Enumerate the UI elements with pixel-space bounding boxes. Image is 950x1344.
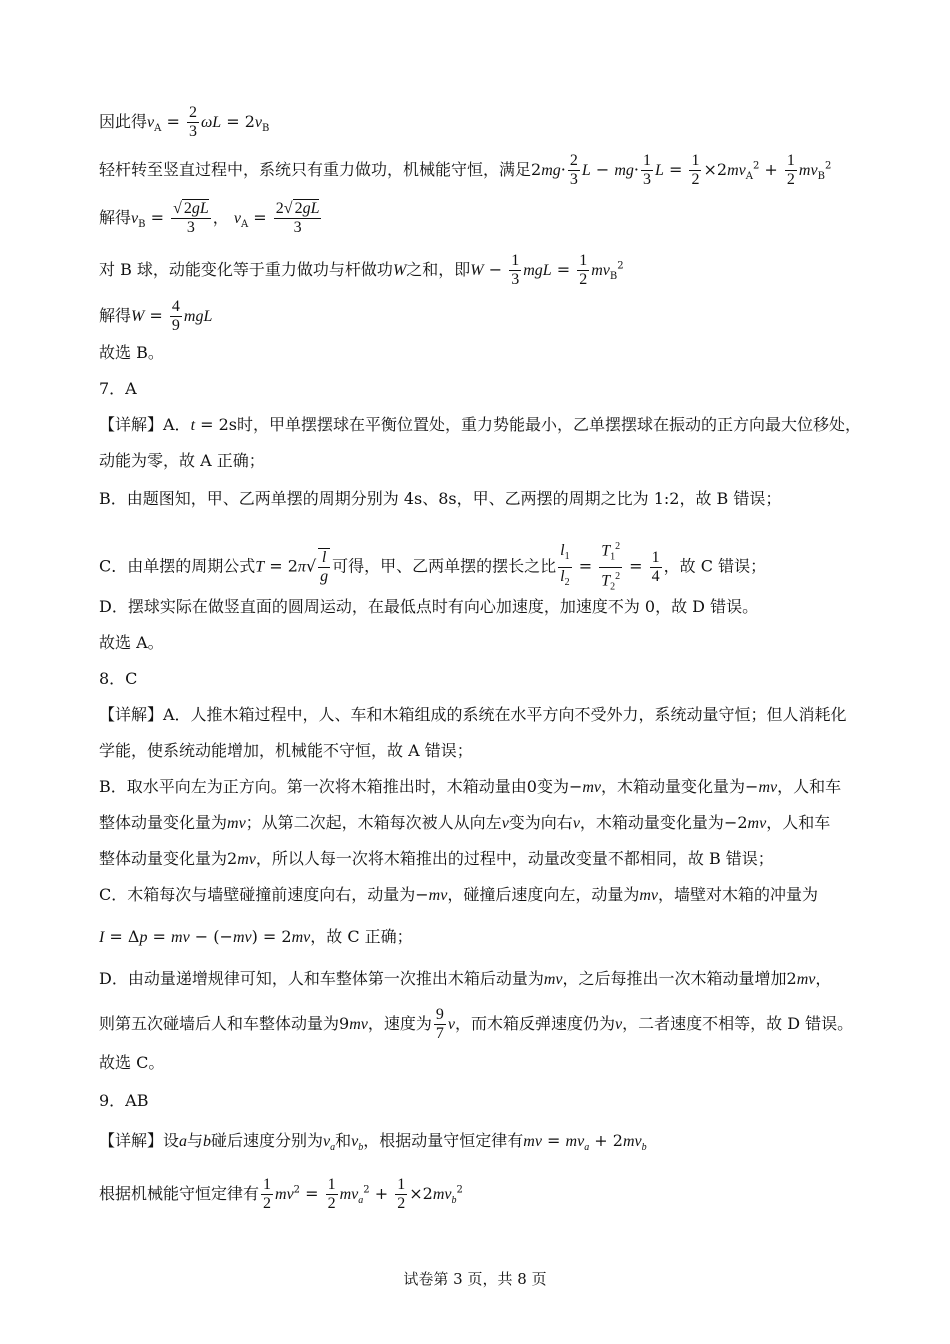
line-4: 对 B 球，动能变化等于重力做功与杆做功W之和，即W − $\frac{1}{3}$ mgL = $\frac{1}{2}$ $mv_B^2$ bbox=[99, 252, 624, 288]
line-15: 【详解】A．人推木箱过程中，人、车和木箱组成的系统在水平方向不受外力，系统动量守恒；但人消耗化 bbox=[99, 705, 847, 724]
line-19: 整体动量变化量为2mv，所以人每一次将木箱推出的过程中，动量改变量不都相同，故 B 错误； bbox=[99, 849, 774, 868]
line-24: 故选 C。 bbox=[99, 1053, 165, 1072]
line-9: 动能为零，故 A 正确； bbox=[99, 451, 265, 470]
page-footer: 试卷第 3 页，共 8 页 bbox=[403, 1270, 547, 1288]
line-1: 因此得$v_A$ = $\frac{2}{3}$ $\omega L = 2v_B$ bbox=[99, 104, 270, 140]
line-22: D．由动量递增规律可知，人和车整体第一次推出木箱后动量为mv，之后每推出一次木箱动量增加2mv， bbox=[99, 969, 832, 988]
line-10: B．由题图知，甲、乙两单摆的周期分别为 4s、8s，甲、乙两摆的周期之比为 1:2，故 B 错误； bbox=[99, 489, 782, 508]
line-8: 【详解】A．t = 2s时，甲单摆摆球在平衡位置处，重力势能最小，乙单摆摆球在振动的正方向最大位移处， bbox=[99, 415, 861, 434]
line-6: 故选 B。 bbox=[99, 343, 164, 362]
line-25: 9．AB bbox=[99, 1091, 149, 1110]
line-20: C．木箱每次与墙壁碰撞前速度向右，动量为−mv，碰撞后速度向左，动量为mv，墙壁对木箱的冲量为 bbox=[99, 885, 818, 904]
line-23: 则第五次碰墙后人和车整体动量为9mv，速度为 $\frac{9}{7}$ v，而木箱反弹速度仍为v，二者速度不相等，故 D 错误。 bbox=[99, 1006, 854, 1042]
line-5: 解得W = $\frac{4}{9}$ mgL bbox=[99, 298, 213, 334]
line-17: B．取水平向左为正方向。第一次将木箱推出时，木箱动量由0变为−mv，木箱动量变化量为−mv，人和车 bbox=[99, 777, 842, 796]
line-21: I = Δp = mv − (−mv) = 2mv，故 C 正确； bbox=[99, 927, 413, 946]
line-13: 故选 A。 bbox=[99, 633, 164, 652]
line-7: 7．A bbox=[99, 379, 137, 398]
line-18: 整体动量变化量为mv；从第二次起，木箱每次被人从向左v变为向右v，木箱动量变化量为−2mv，人和车 bbox=[99, 813, 831, 832]
line-2: 轻杆转至竖直过程中，系统只有重力做功，机械能守恒，满足2mg· $\frac{2}{3}$ L − mg· $\frac{1}{3}$ L = $\frac{1}{2}$ $\times 2mv_A^2$ + $\frac{1}{2}$ $mv_B^2$ bbox=[99, 152, 832, 188]
line-12: D．摆球实际在做竖直面的圆周运动，在最低点时有向心加速度，加速度不为 0，故 D 错误。 bbox=[99, 597, 759, 616]
fraction: $\frac{2}{3}$ bbox=[188, 104, 197, 140]
line-14: 8．C bbox=[99, 669, 138, 688]
line-11: C．由单摆的周期公式T = 2π√ $\frac{l}{g}$ 可得，甲、乙两单摆的摆长之比 $\frac{l_1}{l_2}$ = $\frac{T_1^2}{T_2^2}$ = $\frac{1}{4}$ ，故 C 错误； bbox=[99, 538, 766, 596]
line-16: 学能，使系统动能增加，机械能不守恒，故 A 错误； bbox=[99, 741, 473, 760]
line-27: 根据机械能守恒定律有 $\frac{1}{2}$ $mv^2$ = $\frac{1}{2}$ $mv_a^2$ + $\frac{1}{2}$ $\times 2mv_b^2$ bbox=[99, 1176, 463, 1212]
line-26: 【详解】设a与b碰后速度分别为$v_a$和$v_b$，根据动量守恒定律有mv = $mv_a + 2mv_b$ bbox=[99, 1131, 647, 1154]
line-3: 解得$v_B$ = $\frac{√ 2gL}{3}$ ， $v_A$ = $\frac{2√ 2gL}{3}$ bbox=[99, 200, 320, 236]
